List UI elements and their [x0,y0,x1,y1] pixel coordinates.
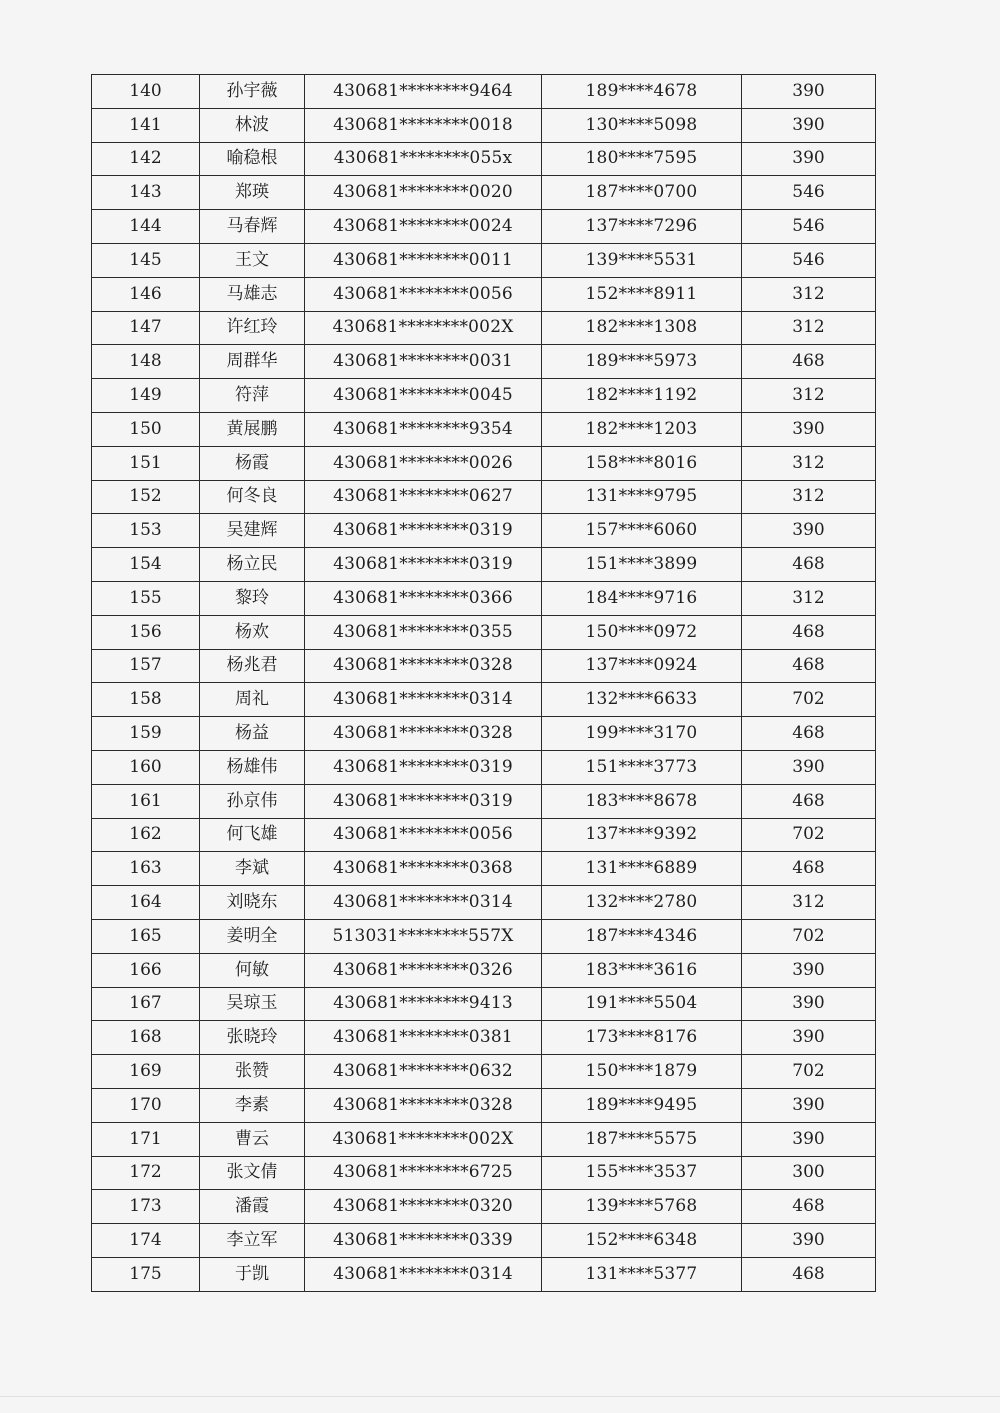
phone-cell: 173****8176 [542,1021,742,1055]
table-row [92,818,876,852]
name-cell: 孙京伟 [200,784,305,818]
name-cell: 黎玲 [200,581,305,615]
amount-cell: 312 [742,886,876,920]
page-bottom-rule [0,1396,1000,1397]
table-row [92,1021,876,1055]
row-number-cell: 164 [92,886,200,920]
phone-cell: 151****3773 [542,750,742,784]
amount-cell: 390 [742,1021,876,1055]
id-number-cell: 430681********002X [305,1122,542,1156]
row-number-cell: 175 [92,1257,200,1291]
id-number-cell: 430681********0018 [305,108,542,142]
name-cell: 吴建辉 [200,514,305,548]
phone-cell: 189****4678 [542,75,742,109]
name-cell: 杨霞 [200,446,305,480]
row-number-cell: 153 [92,514,200,548]
row-number-cell: 151 [92,446,200,480]
name-cell: 孙宇薇 [200,75,305,109]
table-row [92,243,876,277]
table-row [92,142,876,176]
row-number-cell: 162 [92,818,200,852]
name-cell: 何飞雄 [200,818,305,852]
id-number-cell: 430681********0319 [305,548,542,582]
phone-cell: 182****1203 [542,412,742,446]
name-cell: 张赞 [200,1055,305,1089]
row-number-cell: 170 [92,1088,200,1122]
phone-cell: 150****0972 [542,615,742,649]
amount-cell: 702 [742,919,876,953]
amount-cell: 312 [742,277,876,311]
roster-table-body [92,75,876,1292]
row-number-cell: 149 [92,379,200,413]
id-number-cell: 430681********0056 [305,277,542,311]
row-number-cell: 169 [92,1055,200,1089]
phone-cell: 191****5504 [542,987,742,1021]
table-row [92,1257,876,1291]
phone-cell: 137****9392 [542,818,742,852]
phone-cell: 158****8016 [542,446,742,480]
name-cell: 许红玲 [200,311,305,345]
phone-cell: 183****8678 [542,784,742,818]
name-cell: 李素 [200,1088,305,1122]
table-row [92,345,876,379]
id-number-cell: 430681********9354 [305,412,542,446]
table-row [92,108,876,142]
table-row [92,75,876,109]
id-number-cell: 430681********0368 [305,852,542,886]
name-cell: 杨益 [200,717,305,751]
row-number-cell: 165 [92,919,200,953]
id-number-cell: 430681********0314 [305,683,542,717]
amount-cell: 390 [742,750,876,784]
amount-cell: 702 [742,818,876,852]
table-row [92,412,876,446]
row-number-cell: 161 [92,784,200,818]
id-number-cell: 430681********0632 [305,1055,542,1089]
phone-cell: 155****3537 [542,1156,742,1190]
table-row [92,548,876,582]
id-number-cell: 430681********0319 [305,514,542,548]
name-cell: 吴琼玉 [200,987,305,1021]
name-cell: 张文倩 [200,1156,305,1190]
id-number-cell: 430681********0026 [305,446,542,480]
table-row [92,379,876,413]
phone-cell: 137****0924 [542,649,742,683]
phone-cell: 132****2780 [542,886,742,920]
id-number-cell: 430681********055x [305,142,542,176]
table-row [92,311,876,345]
id-number-cell: 430681********0020 [305,176,542,210]
phone-cell: 187****5575 [542,1122,742,1156]
phone-cell: 130****5098 [542,108,742,142]
row-number-cell: 155 [92,581,200,615]
table-row [92,886,876,920]
amount-cell: 312 [742,379,876,413]
row-number-cell: 140 [92,75,200,109]
name-cell: 何敏 [200,953,305,987]
table-row [92,277,876,311]
phone-cell: 187****0700 [542,176,742,210]
id-number-cell: 430681********0011 [305,243,542,277]
amount-cell: 468 [742,1190,876,1224]
phone-cell: 157****6060 [542,514,742,548]
name-cell: 王文 [200,243,305,277]
name-cell: 黄展鹏 [200,412,305,446]
row-number-cell: 174 [92,1224,200,1258]
id-number-cell: 430681********0320 [305,1190,542,1224]
phone-cell: 139****5768 [542,1190,742,1224]
table-row [92,953,876,987]
id-number-cell: 430681********0314 [305,1257,542,1291]
id-number-cell: 430681********0031 [305,345,542,379]
id-number-cell: 430681********0314 [305,886,542,920]
amount-cell: 390 [742,1224,876,1258]
table-row [92,1190,876,1224]
table-row [92,683,876,717]
amount-cell: 390 [742,75,876,109]
row-number-cell: 173 [92,1190,200,1224]
row-number-cell: 141 [92,108,200,142]
id-number-cell: 430681********0366 [305,581,542,615]
name-cell: 喻稳根 [200,142,305,176]
name-cell: 郑瑛 [200,176,305,210]
id-number-cell: 430681********0319 [305,750,542,784]
row-number-cell: 166 [92,953,200,987]
id-number-cell: 430681********9413 [305,987,542,1021]
row-number-cell: 148 [92,345,200,379]
row-number-cell: 172 [92,1156,200,1190]
name-cell: 何冬良 [200,480,305,514]
name-cell: 潘霞 [200,1190,305,1224]
id-number-cell: 430681********0056 [305,818,542,852]
row-number-cell: 145 [92,243,200,277]
amount-cell: 468 [742,649,876,683]
table-row [92,852,876,886]
phone-cell: 139****5531 [542,243,742,277]
phone-cell: 152****8911 [542,277,742,311]
amount-cell: 390 [742,142,876,176]
amount-cell: 300 [742,1156,876,1190]
table-row [92,581,876,615]
phone-cell: 131****6889 [542,852,742,886]
amount-cell: 390 [742,1088,876,1122]
table-row [92,1055,876,1089]
phone-cell: 183****3616 [542,953,742,987]
amount-cell: 390 [742,514,876,548]
table-row [92,1224,876,1258]
amount-cell: 312 [742,311,876,345]
phone-cell: 151****3899 [542,548,742,582]
amount-cell: 468 [742,615,876,649]
name-cell: 姜明全 [200,919,305,953]
row-number-cell: 144 [92,210,200,244]
amount-cell: 546 [742,243,876,277]
table-row [92,1156,876,1190]
row-number-cell: 154 [92,548,200,582]
amount-cell: 312 [742,480,876,514]
phone-cell: 199****3170 [542,717,742,751]
amount-cell: 390 [742,953,876,987]
table-row [92,615,876,649]
row-number-cell: 142 [92,142,200,176]
phone-cell: 132****6633 [542,683,742,717]
amount-cell: 390 [742,108,876,142]
id-number-cell: 430681********0328 [305,717,542,751]
amount-cell: 468 [742,784,876,818]
phone-cell: 182****1192 [542,379,742,413]
id-number-cell: 430681********0355 [305,615,542,649]
table-row [92,210,876,244]
id-number-cell: 430681********0024 [305,210,542,244]
table-row [92,717,876,751]
table-row [92,649,876,683]
row-number-cell: 152 [92,480,200,514]
table-row [92,514,876,548]
name-cell: 杨兆君 [200,649,305,683]
amount-cell: 390 [742,412,876,446]
roster-table [91,74,876,1292]
table-row [92,919,876,953]
name-cell: 张晓玲 [200,1021,305,1055]
row-number-cell: 157 [92,649,200,683]
id-number-cell: 430681********9464 [305,75,542,109]
id-number-cell: 430681********0339 [305,1224,542,1258]
amount-cell: 312 [742,581,876,615]
row-number-cell: 150 [92,412,200,446]
phone-cell: 189****9495 [542,1088,742,1122]
table-row [92,784,876,818]
amount-cell: 468 [742,345,876,379]
row-number-cell: 159 [92,717,200,751]
amount-cell: 702 [742,683,876,717]
amount-cell: 468 [742,717,876,751]
id-number-cell: 430681********0328 [305,1088,542,1122]
table-row [92,176,876,210]
id-number-cell: 430681********0326 [305,953,542,987]
name-cell: 刘晓东 [200,886,305,920]
id-number-cell: 430681********0381 [305,1021,542,1055]
name-cell: 于凯 [200,1257,305,1291]
row-number-cell: 167 [92,987,200,1021]
row-number-cell: 143 [92,176,200,210]
name-cell: 李斌 [200,852,305,886]
table-row [92,1122,876,1156]
amount-cell: 546 [742,176,876,210]
name-cell: 杨雄伟 [200,750,305,784]
row-number-cell: 160 [92,750,200,784]
row-number-cell: 163 [92,852,200,886]
row-number-cell: 146 [92,277,200,311]
table-row [92,750,876,784]
phone-cell: 189****5973 [542,345,742,379]
table-row [92,987,876,1021]
name-cell: 符萍 [200,379,305,413]
phone-cell: 150****1879 [542,1055,742,1089]
amount-cell: 390 [742,987,876,1021]
phone-cell: 184****9716 [542,581,742,615]
amount-cell: 468 [742,852,876,886]
name-cell: 李立军 [200,1224,305,1258]
amount-cell: 546 [742,210,876,244]
row-number-cell: 147 [92,311,200,345]
amount-cell: 312 [742,446,876,480]
id-number-cell: 430681********6725 [305,1156,542,1190]
row-number-cell: 156 [92,615,200,649]
table-row [92,446,876,480]
name-cell: 杨欢 [200,615,305,649]
amount-cell: 390 [742,1122,876,1156]
phone-cell: 187****4346 [542,919,742,953]
phone-cell: 131****5377 [542,1257,742,1291]
id-number-cell: 430681********0627 [305,480,542,514]
row-number-cell: 168 [92,1021,200,1055]
amount-cell: 468 [742,1257,876,1291]
name-cell: 周群华 [200,345,305,379]
phone-cell: 131****9795 [542,480,742,514]
name-cell: 曹云 [200,1122,305,1156]
name-cell: 杨立民 [200,548,305,582]
amount-cell: 702 [742,1055,876,1089]
amount-cell: 468 [742,548,876,582]
id-number-cell: 430681********0319 [305,784,542,818]
phone-cell: 137****7296 [542,210,742,244]
table-row [92,1088,876,1122]
id-number-cell: 430681********0045 [305,379,542,413]
phone-cell: 182****1308 [542,311,742,345]
id-number-cell: 430681********002X [305,311,542,345]
row-number-cell: 158 [92,683,200,717]
phone-cell: 152****6348 [542,1224,742,1258]
id-number-cell: 430681********0328 [305,649,542,683]
id-number-cell: 513031********557X [305,919,542,953]
row-number-cell: 171 [92,1122,200,1156]
name-cell: 马雄志 [200,277,305,311]
name-cell: 林波 [200,108,305,142]
phone-cell: 180****7595 [542,142,742,176]
name-cell: 周礼 [200,683,305,717]
name-cell: 马春辉 [200,210,305,244]
table-row [92,480,876,514]
